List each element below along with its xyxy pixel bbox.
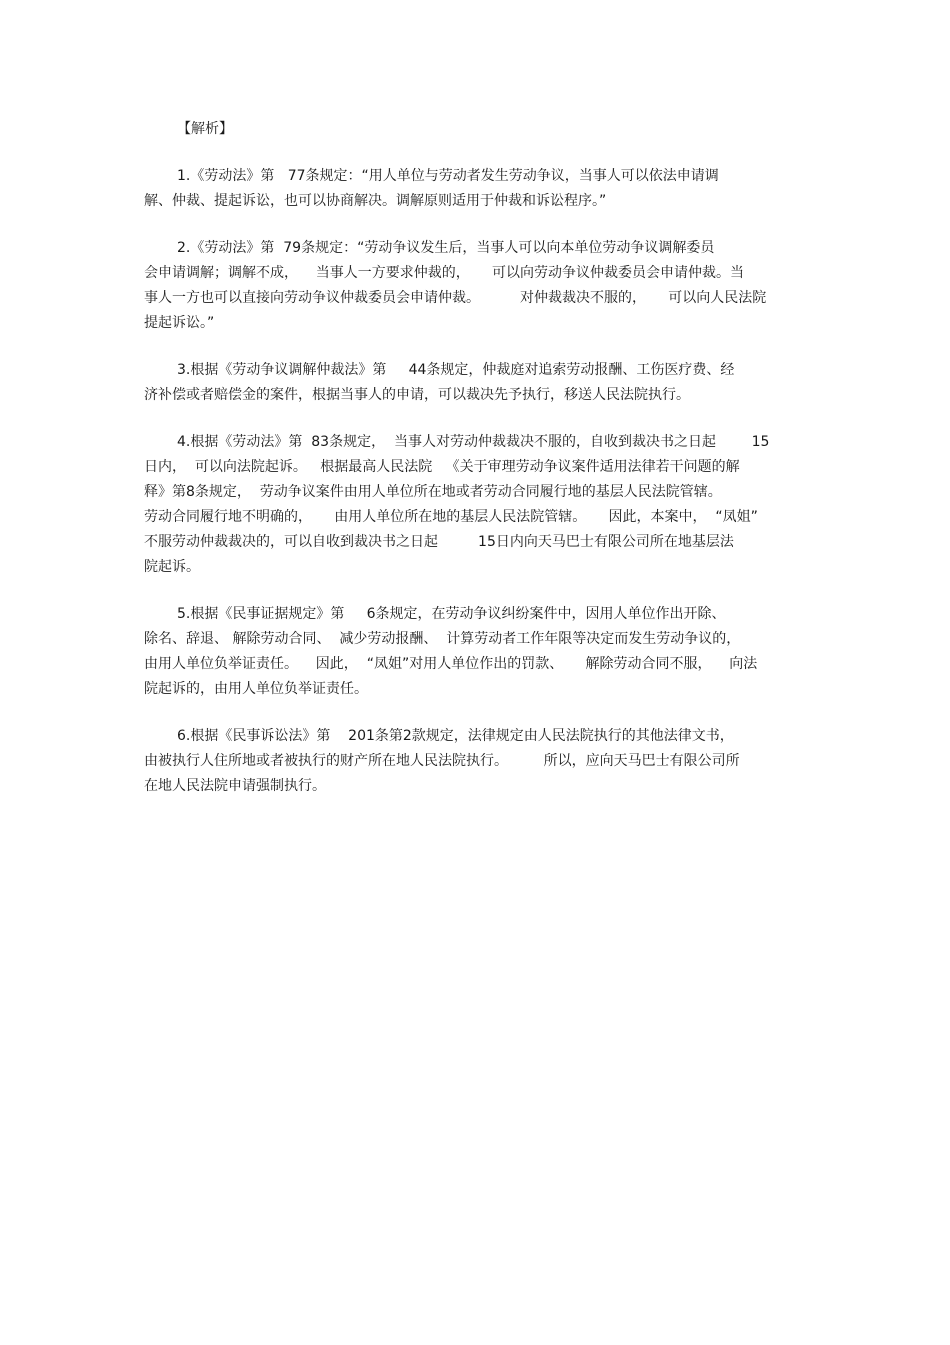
paragraph-line: 事人一方也可以直接向劳动争议仲裁委员会申请仲裁。 对仲裁裁决不服的， 可以向人民法院 <box>144 290 767 306</box>
paragraph-line: 日内， 可以向法院起诉。 根据最高人民法院 《关于审理劳动争议案件适用法律若干问题的解 <box>144 459 740 475</box>
paragraph-line: 由被执行人住所地或者被执行的财产所在地人民法院执行。 所以，应向天马巴士有限公司所 <box>144 753 740 769</box>
paragraph-line: 会申请调解；调解不成， 当事人一方要求仲裁的， 可以向劳动争议仲裁委员会申请仲裁。当 <box>144 265 745 281</box>
paragraph-line: 济补偿或者赔偿金的案件，根据当事人的申请，可以裁决先予执行，移送人民法院执行。 <box>144 387 690 403</box>
paragraph-line: 1.《劳动法》第 77条规定：“用人单位与劳动者发生劳动争议，当事人可以依法申请调 <box>177 168 719 184</box>
paragraph-line: 由用人单位负举证责任。 因此， “凤姐”对用人单位作出的罚款、 解除劳动合同不服， 向法 <box>144 656 758 672</box>
paragraph-line: 3.根据《劳动争议调解仲裁法》第 44条规定，仲裁庭对追索劳动报酬、工伤医疗费、经 <box>177 362 735 378</box>
paragraph-line: 劳动合同履行地不明确的， 由用人单位所在地的基层人民法院管辖。 因此，本案中， “凤姐” <box>144 509 758 525</box>
paragraph-line: 2.《劳动法》第 79条规定：“劳动争议发生后，当事人可以向本单位劳动争议调解委员 <box>177 240 715 256</box>
paragraph-line: 6.根据《民事诉讼法》第 201条第2款规定，法律规定由人民法院执行的其他法律文书， <box>177 728 734 744</box>
paragraph-line: 不服劳动仲裁裁决的，可以自收到裁决书之日起 15日内向天马巴士有限公司所在地基层法 <box>144 534 734 550</box>
paragraph-line: 院起诉的，由用人单位负举证责任。 <box>144 681 368 697</box>
paragraph-line: 释》第8条规定， 劳动争议案件由用人单位所在地或者劳动合同履行地的基层人民法院管辖。 <box>144 484 722 500</box>
paragraph-line: 4.根据《劳动法》第 83条规定， 当事人对劳动仲裁裁决不服的，自收到裁决书之日起 15 <box>177 434 770 450</box>
section-heading: 【解析】 <box>177 121 233 137</box>
paragraph-line: 5.根据《民事证据规定》第 6条规定，在劳动争议纠纷案件中，因用人单位作出开除、 <box>177 606 726 622</box>
paragraph-line: 解、仲裁、提起诉讼，也可以协商解决。调解原则适用于仲裁和诉讼程序。” <box>144 193 607 209</box>
paragraph-line: 提起诉讼。” <box>144 315 215 331</box>
paragraph-line: 在地人民法院申请强制执行。 <box>144 778 326 794</box>
paragraph-line: 院起诉。 <box>144 559 200 575</box>
paragraph-line: 除名、辞退、 解除劳动合同、 减少劳动报酬、 计算劳动者工作年限等决定而发生劳动争议的， <box>144 631 741 647</box>
